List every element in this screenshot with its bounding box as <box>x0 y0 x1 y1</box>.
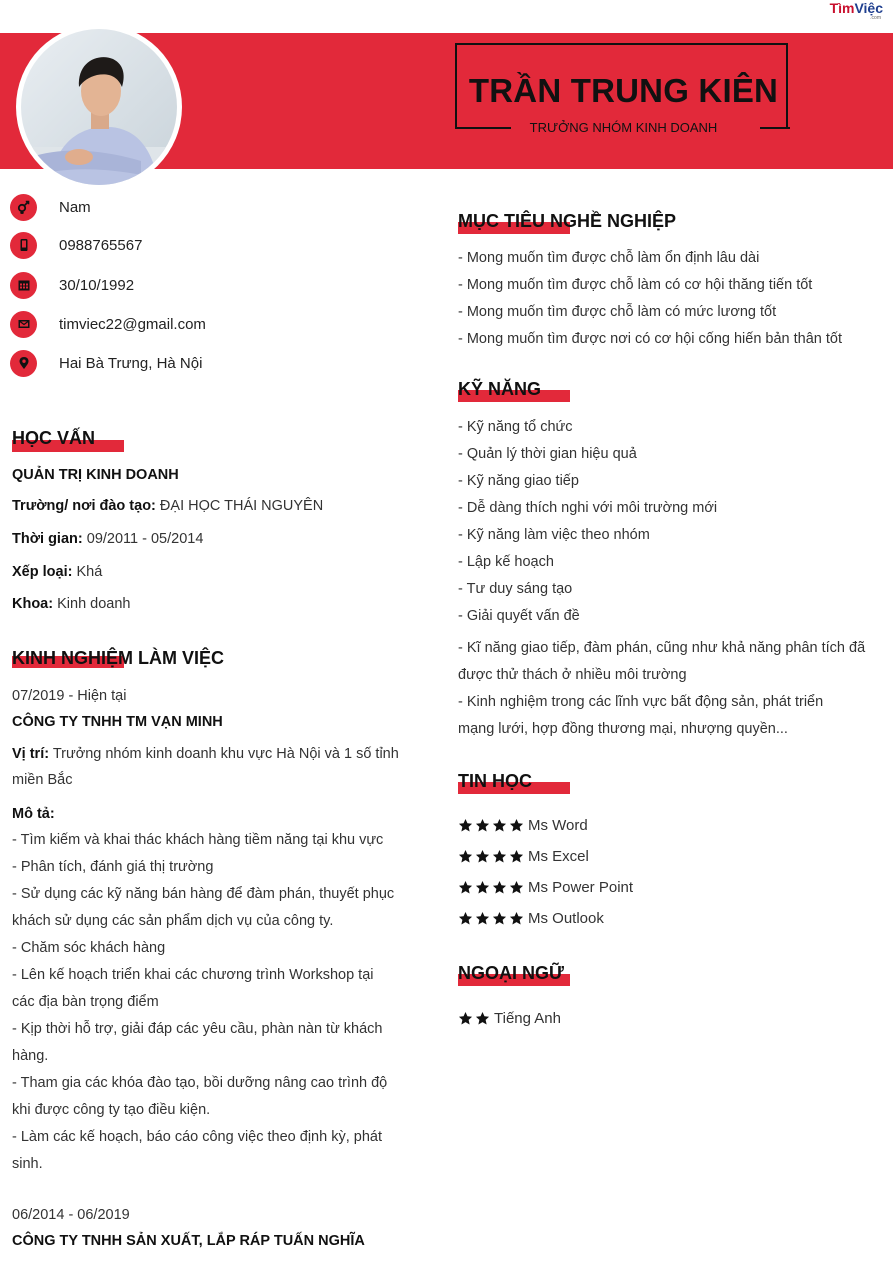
rating-stars <box>458 849 524 864</box>
it-skill-row <box>458 879 633 896</box>
star-icon <box>458 911 473 926</box>
skill-item: - Kỹ năng giao tiếp <box>458 473 579 489</box>
contact-phone <box>10 230 310 260</box>
skill-item: - Quản lý thời gian hiệu quả <box>458 446 637 462</box>
phone-value: 0988765567 <box>59 236 143 254</box>
timviec-logo: TìmViệc <box>829 0 883 16</box>
job-desc-line: khách sử dụng các sản phẩm dịch vụ của công ty. <box>12 913 334 929</box>
star-icon <box>475 849 490 864</box>
star-icon <box>458 849 473 864</box>
job-position-cont: miền Bắc <box>12 772 73 788</box>
candidate-name: TRẦN TRUNG KIÊN <box>468 72 779 109</box>
it-skill-row <box>458 910 604 927</box>
job-desc-line: - Chăm sóc khách hàng <box>12 940 166 956</box>
location-icon <box>10 350 37 377</box>
avatar-photo <box>21 29 177 185</box>
job-period: 07/2019 - Hiện tại <box>12 688 127 704</box>
job-desc-line: - Kịp thời hỗ trợ, giải đáp các yêu cầu, phàn nàn từ khách <box>12 1021 383 1037</box>
skill-extra-line: - Kĩ năng giao tiếp, đàm phán, cũng như khả năng phân tích đã <box>458 640 866 656</box>
candidate-title: TRƯỞNG NHÓM KINH DOANH <box>529 120 718 135</box>
it-skill-label: Ms Excel <box>528 848 589 865</box>
job-desc-line: - Phân tích, đánh giá thị trường <box>12 859 214 875</box>
job-desc-line: các địa bàn trọng điểm <box>12 994 159 1010</box>
skill-item: - Kỹ năng làm việc theo nhóm <box>458 527 650 543</box>
job-desc-line: - Làm các kế hoạch, báo cáo công việc theo định kỳ, phát <box>12 1129 382 1145</box>
job-desc-line: - Tìm kiếm và khai thác khách hàng tiềm năng tại khu vực <box>12 832 384 848</box>
language-label: Tiếng Anh <box>494 1010 561 1027</box>
star-icon <box>509 849 524 864</box>
star-icon <box>509 880 524 895</box>
language-heading: NGOẠI NGỮ <box>458 963 564 983</box>
it-skill-row <box>458 817 588 834</box>
job-desc-line: - Tham gia các khóa đào tạo, bồi dưỡng nâng cao trình độ <box>12 1075 388 1091</box>
rating-stars <box>458 880 524 895</box>
it-heading: TIN HỌC <box>458 771 532 791</box>
skill-item: - Kỹ năng tổ chức <box>458 419 573 435</box>
objective-item: - Mong muốn tìm được chỗ làm có cơ hội thăng tiến tốt <box>458 277 813 293</box>
star-icon <box>458 818 473 833</box>
job-company: CÔNG TY TNHH TM VẠN MINH <box>12 714 223 730</box>
address-value: Hai Bà Trưng, Hà Nội <box>59 354 203 372</box>
contact-email <box>10 309 310 339</box>
star-icon <box>458 1011 473 1026</box>
star-icon <box>492 849 507 864</box>
logo-suffix: .com <box>870 15 881 21</box>
rating-stars <box>458 1011 490 1026</box>
education-grade: Xếp loại: Khá <box>12 564 103 580</box>
star-icon <box>509 818 524 833</box>
mail-icon <box>10 311 37 338</box>
objective-item: - Mong muốn tìm được chỗ làm ổn định lâu dài <box>458 250 760 266</box>
gender-icon <box>10 194 37 221</box>
contact-address <box>10 348 310 378</box>
objective-item: - Mong muốn tìm được chỗ làm có mức lương tốt <box>458 304 777 320</box>
star-icon <box>509 911 524 926</box>
it-skill-label: Ms Outlook <box>528 910 604 927</box>
job-desc-line: - Sử dụng các kỹ năng bán hàng để đàm phán, thuyết phục <box>12 886 395 902</box>
star-icon <box>475 880 490 895</box>
star-icon <box>458 880 473 895</box>
skill-item: - Dễ dàng thích nghi với môi trường mới <box>458 500 718 516</box>
skill-extra-line: mạng lưới, hợp đồng thương mại, nhượng quyền... <box>458 721 788 737</box>
experience-heading: KINH NGHIỆM LÀM VIỆC <box>12 648 225 668</box>
job-desc-line: sinh. <box>12 1156 43 1172</box>
dob-value: 30/10/1992 <box>59 276 135 294</box>
job-period: 06/2014 - 06/2019 <box>12 1207 130 1223</box>
job-position: Vị trí: Trưởng nhóm kinh doanh khu vực Hà Nội và 1 số tỉnh <box>12 746 399 762</box>
education-school: Trường/ nơi đào tạo: ĐẠI HỌC THÁI NGUYÊN <box>12 498 324 514</box>
education-heading: HỌC VẤN <box>12 428 96 448</box>
skill-item: - Tư duy sáng tạo <box>458 581 573 597</box>
email-value: timviec22@gmail.com <box>59 315 206 333</box>
phone-icon <box>10 232 37 259</box>
skill-extra-line: được thử thách ở nhiều môi trường <box>458 667 687 683</box>
avatar <box>16 24 182 190</box>
job-company: CÔNG TY TNHH SẢN XUẤT, LẮP RÁP TUẤN NGHĨA <box>12 1233 365 1249</box>
job-desc-line: - Lên kế hoạch triển khai các chương trình Workshop tại <box>12 967 374 983</box>
star-icon <box>475 911 490 926</box>
star-icon <box>492 818 507 833</box>
rating-stars <box>458 818 524 833</box>
skill-item: - Giải quyết vấn đề <box>458 608 580 624</box>
gender-value: Nam <box>59 198 91 216</box>
job-desc-line: hàng. <box>12 1048 49 1064</box>
star-icon <box>492 911 507 926</box>
it-skill-label: Ms Power Point <box>528 879 634 896</box>
skill-extra-line: - Kinh nghiệm trong các lĩnh vực bất động sản, phát triển <box>458 694 824 710</box>
education-major: QUẢN TRỊ KINH DOANH <box>12 467 179 483</box>
job-desc-line: khi được công ty tạo điều kiện. <box>12 1102 211 1118</box>
skill-item: - Lập kế hoạch <box>458 554 554 570</box>
objective-item: - Mong muốn tìm được nơi có cơ hội cống hiến bản thân tốt <box>458 331 843 347</box>
job-desc-label: Mô tả: <box>12 806 55 822</box>
contact-dob <box>10 270 310 300</box>
star-icon <box>475 1011 490 1026</box>
education-time: Thời gian: 09/2011 - 05/2014 <box>12 531 204 547</box>
contact-gender <box>10 192 310 222</box>
it-skill-label: Ms Word <box>528 817 588 834</box>
it-skill-row <box>458 848 589 865</box>
objective-heading: MỤC TIÊU NGHỀ NGHIỆP <box>458 211 677 231</box>
calendar-icon <box>10 272 37 299</box>
star-icon <box>475 818 490 833</box>
skills-heading: KỸ NĂNG <box>458 379 542 399</box>
star-icon <box>492 880 507 895</box>
rating-stars <box>458 911 524 926</box>
language-row <box>458 1010 561 1027</box>
education-faculty: Khoa: Kinh doanh <box>12 596 131 612</box>
